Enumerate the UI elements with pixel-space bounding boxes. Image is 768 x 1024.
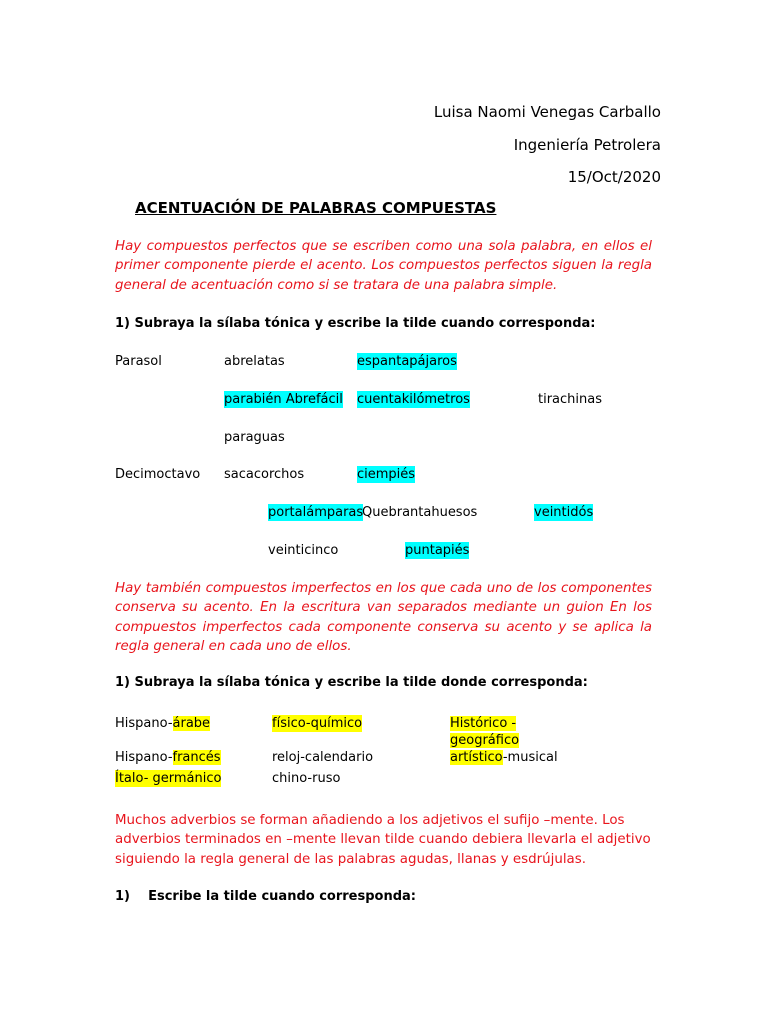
word-puntapies: puntapiés: [405, 543, 470, 558]
word-abrelatas: abrelatas: [224, 354, 285, 369]
section1-intro: Hay compuestos perfectos que se escriben como una sola palabra, en ellos el primer componente pierde el acento. Los compuestos perfectos siguen la regla general de acentuación como si se tratara de una palabra simple.: [115, 239, 652, 293]
word-veintidos: veintidós: [534, 505, 594, 520]
highlight-historico-geografico: Histórico - geográfico: [450, 716, 520, 748]
word-reloj-calendario: reloj-calendario: [272, 750, 374, 765]
word-parabien-abrefacil: parabién Abrefácil: [224, 392, 343, 407]
highlight-arabe: árabe: [172, 716, 211, 731]
section3-question: 1) Escribe la tilde cuando corresponda:: [115, 889, 416, 904]
word-quebrantahuesos: Quebrantahuesos: [362, 505, 478, 520]
highlight-frances: francés: [172, 750, 221, 765]
document-date: 15/Oct/2020: [567, 168, 661, 186]
section1-question: 1) Subraya la sílaba tónica y escribe la tilde cuando corresponda:: [115, 316, 596, 331]
word-sacacorchos: sacacorchos: [224, 467, 305, 482]
word-historico-geografico: [450, 715, 530, 749]
word-paraguas: paraguas: [224, 430, 285, 445]
author-name: Luisa Naomi Venegas Carballo: [433, 103, 661, 121]
word-artistico-musical: [450, 749, 558, 766]
section2-question: 1) Subraya la sílaba tónica y escribe la tilde donde corresponda:: [115, 675, 588, 690]
word-espantapajaros: espantapájaros: [357, 354, 457, 369]
word-ciempies: ciempiés: [357, 467, 416, 482]
word-cuentakilometros: cuentakilómetros: [357, 392, 470, 407]
section3-intro: Muchos adverbios se forman añadiendo a los adjetivos el sufijo –mente. Los adverbios terminados en –mente llevan tilde cuando debiera llevarla el adjetivo siguiendo la regla general de las palabras agudas, llanas y esdrújulas.: [115, 813, 651, 867]
suffix-musical: -musical: [502, 750, 558, 765]
word-decimoctavo: Decimoctavo: [115, 467, 201, 482]
highlight-artistico: artístico: [450, 750, 503, 765]
prefix-hispano-2: Hispano-: [115, 750, 173, 765]
section2-intro: Hay también compuestos imperfectos en los que cada uno de los componentes conserva su acento. En la escritura van separados mediante un guion En los compuestos imperfectos cada componente conserva su acento y se aplica la regla general en cada uno de ellos.: [115, 581, 652, 655]
author-career: Ingeniería Petrolera: [513, 136, 661, 154]
word-tirachinas: tirachinas: [538, 392, 602, 407]
word-chino-ruso: chino-ruso: [272, 771, 341, 786]
word-veinticinco: veinticinco: [268, 543, 339, 558]
word-parasol: Parasol: [115, 354, 162, 369]
word-portalamparas: portalámparas: [268, 505, 364, 520]
word-hispano-arabe: [115, 715, 210, 732]
word-hispano-frances: [115, 749, 221, 766]
word-italo-germanico: Ítalo- germánico: [115, 771, 222, 786]
document-title: ACENTUACIÓN DE PALABRAS COMPUESTAS: [135, 199, 497, 217]
prefix-hispano: Hispano-: [115, 716, 173, 731]
word-fisico-quimico: físico-químico: [272, 716, 363, 731]
